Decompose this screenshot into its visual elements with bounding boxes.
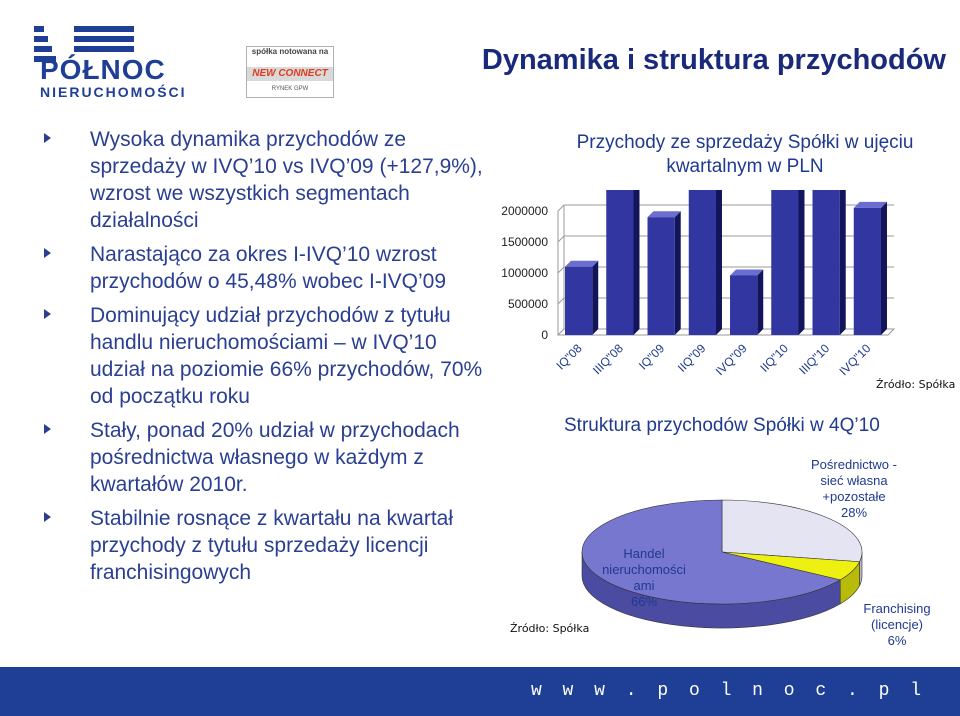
x-tick-label: IIIQ"08 xyxy=(589,341,626,378)
footer-bar xyxy=(0,667,960,716)
bar xyxy=(730,275,757,335)
bullet-arrow-icon xyxy=(44,248,51,258)
pie-label-posrednictwo-name: Pośrednictwo -sieć własna +pozostałe xyxy=(811,457,897,504)
bar-side xyxy=(716,190,722,335)
pie-label-franchising-name: Franchising (licencje) xyxy=(863,601,931,632)
x-tick-label: IIQ"09 xyxy=(674,341,709,375)
bar xyxy=(606,190,633,335)
bar-side xyxy=(840,190,846,335)
bullet-text: Dominujący udział przychodów z tytułu handlu nieruchomościami – w IVQ’10 udział na poziomie 66% przychodów, 70% od początku roku xyxy=(90,304,483,408)
x-tick-label: IQ"08 xyxy=(553,341,585,373)
pie-label-posrednictwo-pct: 28% xyxy=(840,505,868,520)
bar-side xyxy=(881,202,887,335)
y-tick-label: 2000000 xyxy=(501,204,548,218)
bullet-arrow-icon xyxy=(44,309,51,319)
x-tick-label: IQ"09 xyxy=(635,341,668,373)
bar-side xyxy=(633,190,639,335)
bullet-arrow-icon xyxy=(44,424,51,434)
gridline-side xyxy=(558,205,564,211)
pie-label-posrednictwo xyxy=(800,457,908,521)
bar xyxy=(648,217,675,335)
badge-bottom-text: RYNEK GPW xyxy=(271,86,309,92)
bar xyxy=(854,208,881,335)
bullet-arrow-icon xyxy=(44,133,51,143)
bullet-arrow-icon xyxy=(44,512,51,522)
pie-label-handel xyxy=(596,546,692,610)
bar-side xyxy=(592,261,598,335)
bullet-item xyxy=(44,241,494,295)
bullet-item xyxy=(44,417,494,498)
x-tick-label: IVQ"10 xyxy=(836,341,874,379)
bullet-item xyxy=(44,505,494,586)
bar-chart-title: Przychody ze sprzedaży Spółki w ujęciu kwartalnym w PLN xyxy=(576,132,914,177)
bullet-list xyxy=(44,126,494,593)
y-tick-label: 0 xyxy=(541,328,548,342)
badge-newconnect-text: NEW CONNECT xyxy=(247,67,333,81)
newconnect-badge xyxy=(246,46,334,98)
bar xyxy=(813,190,840,335)
bullet-item xyxy=(44,126,494,234)
pie-chart-source: Źródło: Spółka xyxy=(510,622,590,635)
bar-side xyxy=(798,190,804,335)
bar xyxy=(565,267,592,335)
x-tick-label: IVQ"09 xyxy=(712,341,750,379)
footer-website: w w w . p o l n o c . p l xyxy=(530,681,926,701)
pie-label-franchising xyxy=(854,601,940,649)
badge-top-text: spółka notowana na xyxy=(247,47,333,65)
y-tick-label: 1500000 xyxy=(501,235,548,249)
bullet-text: Stabilnie rosnące z kwartału na kwartał przychody z tytułu sprzedaży licencji franchisingowych xyxy=(90,507,454,584)
bar-side xyxy=(757,269,763,335)
bullet-text: Narastająco za okres I-IVQ’10 wzrost przychodów o 45,48% wobec I-IVQ’09 xyxy=(90,243,447,293)
bar-chart xyxy=(490,190,910,400)
gridline-side xyxy=(558,236,564,242)
logo-text-nieruchomosci: NIERUCHOMOŚCI xyxy=(40,84,187,100)
pie-label-franchising-pct: 6% xyxy=(887,633,907,648)
bar xyxy=(771,190,798,335)
page-title: Dynamika i struktura przychodów xyxy=(481,44,946,76)
bullet-text: Stały, ponad 20% udział w przychodach pośrednictwa własnego w każdym z kwartałów 2010r. xyxy=(90,419,460,496)
bullet-item xyxy=(44,302,494,410)
bar-chart-source: Źródło: Spółka xyxy=(876,378,956,391)
pie-label-handel-name: Handel nieruchomości ami xyxy=(602,546,686,593)
bullet-text: Wysoka dynamika przychodów ze sprzedaży w IVQ’10 vs IVQ’09 (+127,9%), wzrost we wszystkich segmentach działalności xyxy=(90,128,483,232)
x-tick-label: IIQ"10 xyxy=(757,341,791,375)
logo-text-polnoc: PÓŁNOC xyxy=(40,54,166,85)
x-tick-label: IIIQ"10 xyxy=(796,341,833,378)
gridline-side xyxy=(558,267,564,273)
pie-chart-title: Struktura przychodów Spółki w 4Q’10 xyxy=(564,415,880,436)
bar xyxy=(689,190,716,335)
y-tick-label: 1000000 xyxy=(501,266,548,280)
bar-side xyxy=(675,211,681,335)
y-tick-label: 500000 xyxy=(507,297,548,311)
pie-label-handel-pct: 66% xyxy=(630,594,658,609)
gridline-side xyxy=(558,298,564,304)
